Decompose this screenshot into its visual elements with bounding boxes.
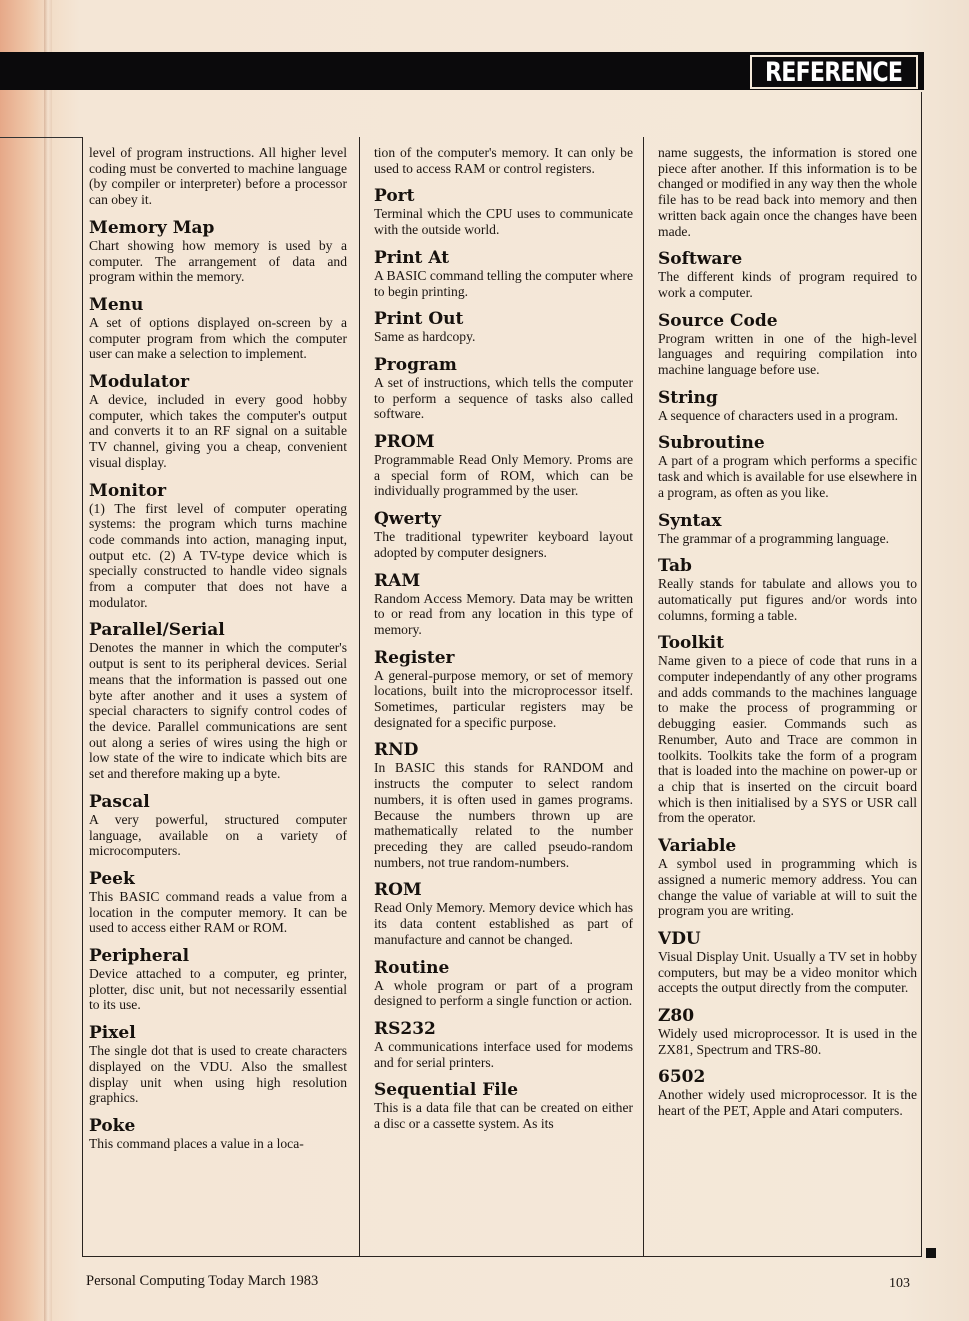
entry-term: Software (658, 249, 743, 270)
entry-definition: A set of instructions, which tells the computer to perform a sequence of tasks also called software. (374, 374, 633, 422)
glossary-entry (374, 648, 633, 731)
entry-definition: A set of options displayed on-screen by a computer program from which the computer user can make a selection to implement. (89, 314, 347, 362)
glossary-entry (374, 355, 633, 422)
entry-definition: Random Access Memory. Data may be written to or read from any location in this type of memory. (374, 590, 633, 637)
entry-definition: This BASIC command reads a value from a location in the computer memory. It can be used to access either RAM or ROM. (89, 888, 347, 936)
entry-term: Peripheral (89, 946, 190, 967)
entry-term: VDU (658, 928, 701, 949)
entry-term: String (658, 387, 718, 408)
glossary-entry (89, 620, 347, 781)
entry-term: Port (374, 186, 415, 207)
entry-term: Register (374, 647, 455, 668)
glossary-entry (89, 295, 347, 362)
entry-term: Poke (89, 1115, 136, 1136)
column-2 (374, 145, 633, 1255)
glossary-entry (89, 218, 347, 285)
entry-term: RS232 (374, 1018, 436, 1039)
entry-definition: The different kinds of program required to work a computer. (658, 269, 917, 300)
glossary-entry (374, 248, 633, 299)
entry-definition: This is a data file that can be created on either a disc or a cassette system. As its (374, 1100, 633, 1132)
entry-definition: A communications interface used for modems and for serial printers. (374, 1038, 633, 1070)
entry-definition: A sequence of characters used in a program. (658, 407, 899, 423)
entry-term: Routine (374, 957, 450, 978)
entry-definition: A symbol used in programming which is assigned a numeric memory address. You can change the value of variable at will to suit the program you are writing. (658, 856, 917, 919)
glossary-entry (89, 869, 347, 936)
left-margin-rule (0, 137, 82, 138)
glossary-entry (658, 311, 917, 378)
entry-definition: A BASIC command telling the computer where to begin printing. (374, 267, 633, 299)
entry-term: Source Code (658, 310, 778, 331)
footer-publication: Personal Computing Today March 1983 (86, 1273, 319, 1289)
column-divider-right (921, 92, 922, 1257)
entry-definition: Read Only Memory. Memory device which has its data content established as part of manufacture and cannot be changed. (374, 900, 633, 947)
column-3 (658, 145, 917, 1255)
entry-definition: A part of a program which performs a specific task and which is available for use elsewhere in a program, as often as you like. (658, 453, 917, 500)
glossary-entry (374, 509, 633, 560)
glossary-entry (374, 740, 633, 870)
glossary-entry (374, 571, 633, 638)
entry-definition: (1) The first level of computer operating systems: the program which turns machine code commands into action, managing input, output etc. (2) A TV-type device which is specially constructed to handle video signals from a computer that does not have a modulator. (89, 500, 347, 610)
entry-definition: Terminal which the CPU uses to communicate with the outside world. (374, 206, 633, 238)
glossary-entry (658, 433, 917, 500)
entry-definition: The single dot that is used to create characters displayed on the VDU. Also the smallest display unit when using high resolution graphics. (89, 1043, 347, 1106)
entry-definition: Really stands for tabulate and allows you to automatically put figures and/or words into columns, forming a table. (658, 576, 917, 623)
entry-definition: A general-purpose memory, or set of memory locations, built into the microprocessor itself. Sometimes, particular registers may be designated for a specific purpose. (374, 667, 633, 730)
entry-term: Monitor (89, 480, 167, 501)
glossary-entry (658, 633, 917, 826)
glossary-entry (89, 946, 347, 1013)
entry-term: Peek (89, 868, 135, 889)
entry-term: Toolkit (658, 633, 724, 654)
entry-definition: A device, included in every good hobby computer, which takes the computer's output and converts it to an RF signal on a suitable TV channel, giving you a cheap, convenient visual display. (89, 392, 347, 470)
entry-term: Print Out (374, 309, 464, 330)
glossary-entry (658, 388, 917, 424)
entry-definition: Programmable Read Only Memory. Proms are a special form of ROM, which can be individually programmed by the user. (374, 452, 633, 499)
end-mark (926, 1248, 936, 1258)
glossary-entry (658, 511, 917, 547)
section-label: REFERENCE (765, 56, 903, 88)
entry-definition: A whole program or part of a program designed to perform a single function or action. (374, 977, 633, 1009)
glossary-entry (89, 1116, 347, 1152)
glossary-entry (374, 186, 633, 237)
entry-definition: Name given to a piece of code that runs in a computer independantly of any other programs and adds commands to the machines language to make the process of programming or debugging easier. Commands such as Renumber, Auto and Trace are common in toolkits. Toolkits take the form of a program that is loaded into the machine on power-up or a chip that is inserted on the circuit board which is then initialised by a SYS or USR call from the operator. (658, 653, 917, 826)
glossary-entry (658, 929, 917, 996)
glossary-entry (658, 249, 917, 300)
column-divider-left (82, 137, 83, 1257)
entry-term: Pixel (89, 1023, 136, 1044)
section-label-box (750, 55, 918, 89)
glossary-entry (89, 792, 347, 859)
column-continuation-text: level of program instructions. All higher level coding must be converted to machine language (by compiler or interpreter) before a processor can obey it. (89, 145, 347, 208)
column-1 (89, 145, 347, 1255)
glossary-entry (89, 372, 347, 471)
glossary-entry (374, 309, 633, 345)
entry-term: Program (374, 354, 457, 375)
entry-term: Subroutine (658, 433, 765, 454)
entry-term: Z80 (658, 1006, 695, 1027)
entry-term: Parallel/Serial (89, 620, 225, 641)
glossary-entry (658, 1006, 917, 1057)
entry-term: 6502 (658, 1067, 706, 1088)
column-continuation-text: name suggests, the information is stored one piece after another. If this information is to be changed or modified in any way then the whole file has to be read back into memory and then written back again once the changes have been made. (658, 145, 917, 239)
entry-definition: Program written in one of the high-level languages and requiring compilation into machine language before use. (658, 330, 917, 378)
entry-definition: The traditional typewriter keyboard layout adopted by computer designers. (374, 529, 633, 560)
entry-term: ROM (374, 880, 422, 901)
entry-term: Syntax (658, 510, 722, 531)
footer-page-number: 103 (889, 1276, 910, 1291)
entry-definition: In BASIC this stands for RANDOM and instructs the computer to select random numbers, it is often used in games programs. Because the numbers thrown up are mathematically related to the number preceding they are called pseudo-random numbers, not true random-numbers. (374, 760, 633, 870)
entry-definition: A very powerful, structured computer language, available on a variety of microcomputers. (89, 811, 347, 859)
entry-term: Pascal (89, 791, 150, 812)
entry-term: RND (374, 740, 419, 761)
glossary-entry (658, 1067, 917, 1118)
glossary-entry (658, 556, 917, 623)
glossary-entry (374, 958, 633, 1009)
entry-definition: Another widely used microprocessor. It is the heart of the PET, Apple and Atari computers. (658, 1087, 917, 1119)
entry-definition: Widely used microprocessor. It is used in the ZX81, Spectrum and TRS-80. (658, 1026, 917, 1057)
entry-definition: Visual Display Unit. Usually a TV set in hobby computers, but may be a video monitor which accepts the output directly from the computer. (658, 948, 917, 996)
entry-term: Sequential File (374, 1080, 519, 1101)
glossary-entry (374, 1080, 633, 1131)
column-divider-2 (643, 137, 644, 1257)
glossary-entry (89, 481, 347, 611)
entry-term: Memory Map (89, 217, 215, 238)
glossary-entry (374, 432, 633, 499)
entry-term: Qwerty (374, 509, 441, 530)
entry-definition: Device attached to a computer, eg printer, plotter, disc unit, but not necessarily essential to its use. (89, 966, 347, 1013)
page-spine-shadow (44, 0, 52, 1321)
entry-term: Variable (658, 836, 737, 857)
entry-term: Menu (89, 294, 144, 315)
entry-term: PROM (374, 432, 435, 453)
glossary-entry (658, 836, 917, 919)
glossary-entry (89, 1023, 347, 1106)
bottom-rule (82, 1256, 922, 1257)
entry-definition: This command places a value in a loca- (89, 1135, 304, 1151)
column-divider-1 (359, 137, 360, 1257)
entry-definition: Denotes the manner in which the computer's output is sent to its peripheral devices. Serial means that the information is passed out one byte after another and it uses a system of special characters to signify control codes of the device. Parallel communications are sent out along a series of wires using the high or low state of the wire to indicate which bits are set and therefore making up a byte. (89, 640, 347, 782)
entry-term: Modulator (89, 372, 190, 393)
column-continuation-text: tion of the computer's memory. It can only be used to access RAM or control registers. (374, 145, 633, 176)
entry-definition: Same as hardcopy. (374, 329, 476, 345)
glossary-entry (374, 1019, 633, 1070)
entry-term: Tab (658, 556, 692, 577)
glossary-entry (374, 880, 633, 947)
entry-definition: Chart showing how memory is used by a computer. The arrangement of data and program within the memory. (89, 237, 347, 285)
entry-definition: The grammar of a programming language. (658, 530, 890, 546)
entry-term: RAM (374, 570, 421, 591)
entry-term: Print At (374, 247, 450, 268)
